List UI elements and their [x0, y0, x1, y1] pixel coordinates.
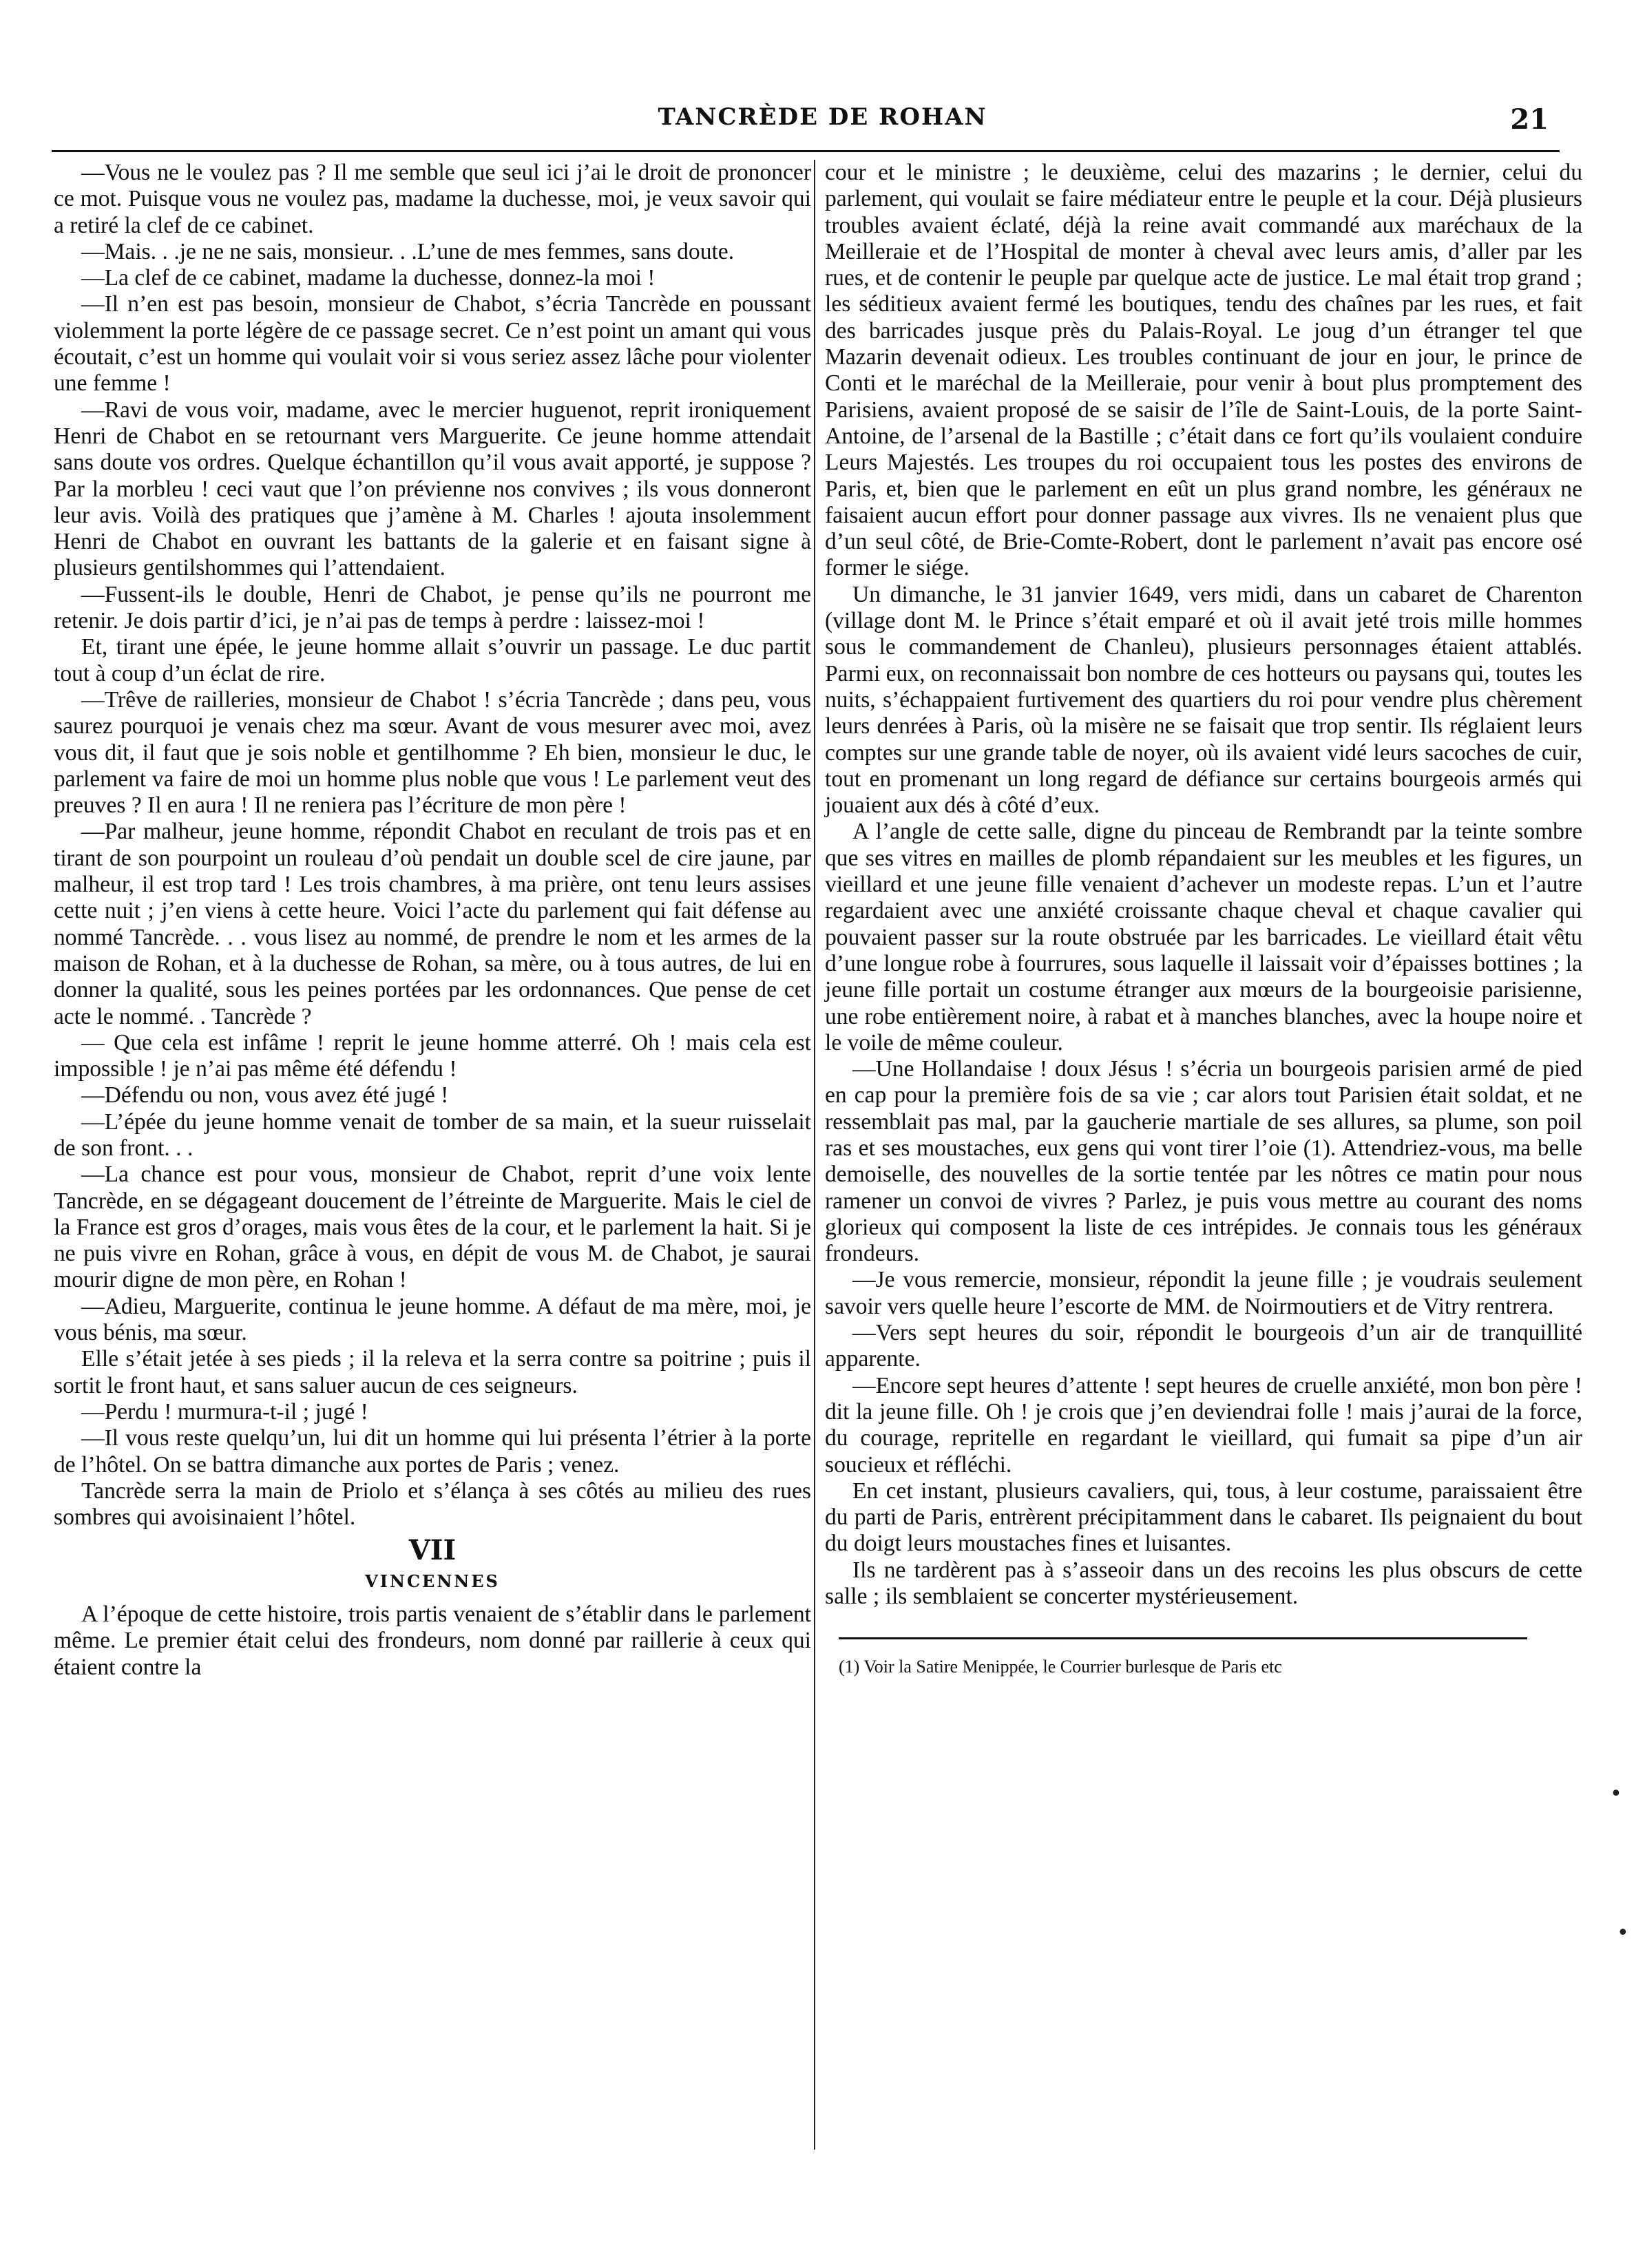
paragraph: —Fussent-ils le double, Henri de Chabot, je pense qu’ils ne pourront me retenir. Je dois partir d’ici, je n’ai pas de temps à perdre : laissez-moi ! [54, 581, 811, 634]
paragraph: —Adieu, Marguerite, continua le jeune homme. A défaut de ma mère, moi, je vous bénis, ma sœur. [54, 1293, 811, 1346]
paragraph: —L’épée du jeune homme venait de tomber de sa main, et la sueur ruisselait de son front. . . [54, 1109, 811, 1161]
paragraph: — Que cela est infâme ! reprit le jeune homme atterré. Oh ! mais cela est impossible ! je n’ai pas même été défendu ! [54, 1029, 811, 1082]
paragraph: cour et le ministre ; le deuxième, celui des mazarins ; le dernier, celui du parlement, qui voulait se faire médiateur entre le peuple et la cour. Déjà plusieurs troubles avaient éclaté, déjà la reine avait commandé aux maréchaux de la Meilleraie et de l’Hospital de monter à cheval avec leurs amis, d’aller par les rues, et de contenir le peuple par quelque acte de justice. Le mal était trop grand ; les séditieux avaient fermé les boutiques, tendu des chaînes par les rues, et fait des barricades jusque près du Palais-Royal. Le joug d’un étranger tel que Mazarin devenait odieux. Les troubles continuant de jour en jour, le prince de Conti et le maréchal de la Meilleraie, pour venir à bout plus promptement des Parisiens, avaient proposé de se saisir de l’île de Saint-Louis, de la porte Saint-Antoine, de l’arsenal de la Bastille ; c’était dans ce fort qu’ils voulaient conduire Leurs Majestés. Les troupes du roi occupaient tous les postes des environs de Paris, et, bien que le parlement en eût un plus grand nombre, les généraux ne faisaient aucun effort pour donner passage aux vivres. Ils ne venaient plus que d’un seul côté, de Brie-Comte-Robert, dont le parlement n’avait pas encore osé former le siége. [825, 160, 1582, 581]
paragraph: A l’angle de cette salle, digne du pinceau de Rembrandt par la teinte sombre que ses vitres en mailles de plomb répandaient sur les meubles et les figures, un vieillard et une jeune fille venaient d’achever un modeste repas. L’un et l’autre regardaient avec une anxiété croissante chaque cheval et chaque cavalier qui pouvaient passer sur la route obstruée par les barricades. Le vieillard était vêtu d’une longue robe à fourrures, sous laquelle il laissait voir d’épaisses bottines ; la jeune fille portait un costume étranger aux mœurs de la bourgeoisie parisienne, une robe entièrement noire, à rabat et à manches blanches, avec la houpe noire et le voile de même couleur. [825, 819, 1582, 1056]
right-column [825, 160, 1582, 1679]
paragraph: Et, tirant une épée, le jeune homme allait s’ouvrir un passage. Le duc partit tout à coup d’un éclat de rire. [54, 634, 811, 686]
paragraph: —Ravi de vous voir, madame, avec le mercier huguenot, reprit ironiquement Henri de Chabot en se retournant vers Marguerite. Ce jeune homme attendait sans doute vos ordres. Quelque échantillon qu’il vous avait apporté, je suppose ? Par la morbleu ! ceci vaut que l’on prévienne nos convives ; ils vous donneront leur avis. Voilà des pratiques que j’amène à M. Charles ! ajouta insolemment Henri de Chabot en ouvrant les battants de la galerie et en faisant signe à plusieurs gentilshommes qui l’attendaient. [54, 397, 811, 581]
paragraph: En cet instant, plusieurs cavaliers, qui, tous, à leur costume, paraissaient être du parti de Paris, entrèrent précipitamment dans le cabaret. Ils peignaient du bout du doigt leurs moustaches fines et luisantes. [825, 1478, 1582, 1557]
footnote-rule [839, 1637, 1527, 1639]
paragraph: —Une Hollandaise ! doux Jésus ! s’écria un bourgeois parisien armé de pied en cap pour la première fois de sa vie ; car alors tout Parisien était soldat, et ne ressemblait pas mal, par la gaucherie martiale de ses allures, sa plume, son poil ras et ses moustaches, eux gens qui vont tirer l’oie (1). Attendriez-vous, ma belle demoiselle, des nouvelles de la sortie tentée par les nôtres ce matin pour nous ramener un convoi de vivres ? Parlez, je puis vous mettre au courant des noms glorieux qui composent la liste de ces intrépides. Je connais tous les généraux frondeurs. [825, 1056, 1582, 1267]
paragraph: —Par malheur, jeune homme, répondit Chabot en reculant de trois pas et en tirant de son pourpoint un rouleau d’où pendait un double scel de cire jaune, par malheur, il est trop tard ! Les trois chambres, à ma prière, ont tenu leurs assises cette nuit ; j’en viens à cette heure. Voici l’acte du parlement qui fait défense au nommé Tancrède. . . vous lisez au nommé, de prendre le nom et les armes de la maison de Rohan, et à la duchesse de Rohan, sa mère, ou à tous autres, de lui en donner la qualité, sous les peines portées par les ordonnances. Que pense de cet acte le nommé. . Tancrède ? [54, 819, 811, 1029]
paragraph: —Trêve de railleries, monsieur de Chabot ! s’écria Tancrède ; dans peu, vous saurez pourquoi je venais chez ma sœur. Avant de vous mesurer avec moi, avez vous dit, il faut que je sois noble et gentilhomme ? Eh bien, monsieur le duc, le parlement va faire de moi un homme plus noble que vous ! Le parlement veut des preuves ? Il en aura ! Il ne reniera pas l’écriture de mon père ! [54, 686, 811, 819]
running-title: TANCRÈDE DE ROHAN [658, 103, 987, 131]
left-column [54, 160, 811, 1681]
chapter-title: VINCENNES [365, 1571, 500, 1591]
paragraph: —Il n’en est pas besoin, monsieur de Chabot, s’écria Tancrède en poussant violemment la porte légère de ce passage secret. Ce n’est point un amant qui vous écoutait, c’est un homme qui voulait voir si vous seriez assez lâche pour violenter une femme ! [54, 291, 811, 397]
column-divider [814, 160, 815, 2150]
paragraph: —La clef de ce cabinet, madame la duchesse, donnez-la moi ! [81, 265, 656, 291]
paragraph: —Il vous reste quelqu’un, lui dit un homme qui lui présenta l’étrier à la porte de l’hôtel. On se battra dimanche aux portes de Paris ; venez. [54, 1425, 811, 1478]
paragraph: —Vers sept heures du soir, répondit le bourgeois d’un air de tranquillité apparente. [825, 1320, 1582, 1372]
paragraph: —Vous ne le voulez pas ? Il me semble que seul ici j’ai le droit de prononcer ce mot. Puisque vous ne voulez pas, madame la duchesse, moi, je veux savoir qui a retiré la clef de ce cabinet. [54, 160, 811, 238]
page-number: 21 [1510, 103, 1549, 136]
paragraph: —Mais. . .je ne ne sais, monsieur. . .L’une de mes femmes, sans doute. [81, 238, 735, 264]
paragraph: —Encore sept heures d’attente ! sept heures de cruelle anxiété, mon bon père ! dit la jeune fille. Oh ! je crois que j’en deviendrai folle ! mais j’aurai de la force, du courage, repritelle en regardant le vieillard, qui fumait sa pipe d’un air soucieux et réfléchi. [825, 1372, 1582, 1478]
ink-speck: • [1610, 1782, 1622, 1806]
paragraph: Elle s’était jetée à ses pieds ; il la releva et la serra contre sa poitrine ; puis il sortit le front haut, et sans saluer aucun de ces seigneurs. [54, 1346, 811, 1398]
paragraph: A l’époque de cette histoire, trois partis venaient de s’établir dans le parlement même. Le premier était celui des frondeurs, nom donné par raillerie à ceux qui étaient contre la [54, 1602, 811, 1680]
header-rule [52, 150, 1560, 152]
paragraph: Ils ne tardèrent pas à s’asseoir dans un des recoins les plus obscurs de cette salle ; ils semblaient se concerter mystérieusement. [825, 1557, 1582, 1610]
paragraph: —Défendu ou non, vous avez été jugé ! [81, 1082, 449, 1109]
paragraph: Tancrède serra la main de Priolo et s’élança à ses côtés au milieu des rues sombres qui avoisinaient l’hôtel. [54, 1478, 811, 1531]
paragraph: Un dimanche, le 31 janvier 1649, vers midi, dans un cabaret de Charenton (village dont M. le Prince s’était emparé et où il avait jeté trois mille hommes sous le commandement de Chanleu), plusieurs personnages étaient attablés. Parmi eux, on reconnaissait bon nombre de ces hotteurs ou paysans qui, toutes les nuits, s’échappaient furtivement des quartiers du roi pour vendre plus chèrement leurs denrées à Paris, où la misère ne se faisait que trop sentir. Ils réglaient leurs comptes sur une grande table de noyer, où ils avaient vidé leurs sacoches de cuir, tout en promenant un long regard de défiance sur certains bourgeois armés qui jouaient aux dés à côté d’eux. [825, 581, 1582, 819]
paragraph: —La chance est pour vous, monsieur de Chabot, reprit d’une voix lente Tancrède, en se dégageant doucement de l’étreinte de Marguerite. Mais le ciel de la France est gros d’orages, mais vous êtes de la cour, et le parlement la hait. Si je ne puis vivre en Rohan, grâce à vous, en dépit de vous M. de Chabot, je saurai mourir digne de mon père, en Rohan ! [54, 1162, 811, 1293]
ink-speck: • [1617, 1921, 1629, 1945]
footnote: (1) Voir la Satire Menippée, le Courrier burlesque de Paris etc [839, 1657, 1282, 1677]
paragraph: —Perdu ! murmura-t-il ; jugé ! [81, 1398, 368, 1425]
paragraph: —Je vous remercie, monsieur, répondit la jeune fille ; je voudrais seulement savoir vers quelle heure l’escorte de MM. de Noirmoutiers et de Vitry rentrera. [825, 1267, 1582, 1319]
chapter-number: VII [408, 1534, 457, 1567]
